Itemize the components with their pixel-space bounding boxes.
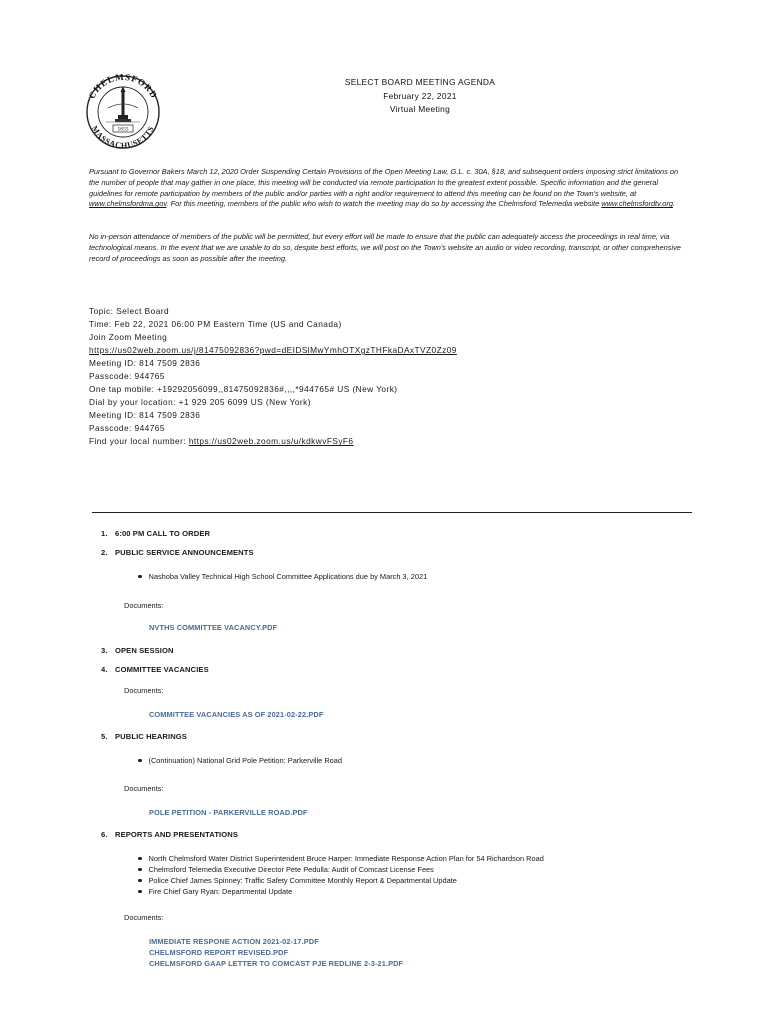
svg-text:1655: 1655	[117, 126, 129, 133]
zoom-local-number-link[interactable]: https://us02web.zoom.us/u/kdkwvFSyF6	[188, 436, 354, 447]
zoom-topic: Topic: Select Board	[89, 306, 170, 316]
zoom-one-tap: One tap mobile: +19292056099,,81475092836#,,,,*944765# US (New York)	[89, 384, 398, 395]
meeting-location: Virtual Meeting	[389, 104, 451, 114]
list-item: North Chelmsford Water District Superintendent Bruce Harper: Immediate Response Action Plan for 54 Richardson Road	[138, 854, 544, 863]
agenda-item-2: 2. PUBLIC SERVICE ANNOUNCEMENTS	[101, 548, 254, 557]
documents-label: Documents:	[124, 784, 164, 793]
zoom-passcode-2: Passcode: 944765	[89, 423, 165, 434]
svg-text:MASSACHUSETTS: MASSACHUSETTS	[89, 124, 157, 150]
town-website-link[interactable]: www.chelmsfordma.gov	[89, 199, 167, 209]
town-seal-logo	[80, 70, 166, 150]
document-link-nvths[interactable]: NVTHS COMMITTEE VACANCY.PDF	[149, 623, 278, 632]
zoom-meeting-id-2: Meeting ID: 814 7509 2836	[89, 410, 201, 421]
bullet-icon	[138, 868, 142, 872]
list-item: Chelmsford Telemedia Executive Director Pete Pedulla: Audit of Comcast License Fees	[138, 865, 434, 874]
telemedia-website-link[interactable]: www.chelmsfordtv.org	[601, 199, 673, 209]
bullet-icon	[138, 857, 142, 861]
documents-label: Documents:	[124, 686, 164, 695]
zoom-passcode: Passcode: 944765	[89, 371, 165, 382]
meeting-date: February 22, 2021	[383, 90, 457, 101]
documents-label: Documents:	[124, 913, 164, 922]
svg-text:CHELMSFORD: CHELMSFORD	[86, 71, 160, 101]
document-link-immediate-response[interactable]: IMMEDIATE RESPONE ACTION 2021-02-17.PDF	[149, 937, 319, 946]
zoom-meeting-link[interactable]: https://us02web.zoom.us/j/81475092836?pwd=dEIDSlMwYmhOTXgzTHFkaDAxTVZ0Zz09	[89, 345, 457, 356]
zoom-dial: Dial by your location: +1 929 205 6099 US (New York)	[89, 397, 311, 408]
bullet-icon	[138, 890, 142, 894]
bullet-icon	[138, 879, 142, 883]
zoom-details	[89, 305, 649, 449]
section-divider	[92, 512, 692, 513]
document-link-pole-petition[interactable]: POLE PETITION - PARKERVILLE ROAD.PDF	[149, 808, 308, 817]
notice-paragraph-remote: Pursuant to Governor Bakers March 12, 2020 Order Suspending Certain Provisions of the Open Meeting Law, G.L. c. 30A, §18, and subsequent orders imposing strict limitations on the number of people that may gather in one place, this meeting will be conducted via remote participation to the greatest extent possible. Specific information and the general guidelines for remote participation by members of the public and/or parties with a right and/or requirement to attend this meeting can be found on the Town's website, at www.chelmsfordma.gov. For this meeting, members of the public who wish to watch the meeting may do so by accessing the Chelmsford Telemedia website www.chelmsfordtv.org.	[89, 167, 679, 209]
zoom-find-local: Find your local number: https://us02web.zoom.us/u/kdkwvFSyF6	[89, 436, 354, 447]
bullet-icon	[138, 575, 142, 579]
agenda-item-5: 5. PUBLIC HEARINGS	[101, 732, 187, 741]
bullet-icon	[138, 759, 142, 763]
notice-paragraph-attendance: No in-person attendance of members of the public will be permitted, but every effort will be made to ensure that the public can adequately access the proceedings in real time, via technological means. In the event that we are unable to do so, despite best efforts, we will post on the Town's website an audio or video recording, transcript, or other comprehensive record of proceedings as soon as possible after the meeting.	[89, 232, 681, 263]
agenda-header	[300, 76, 540, 117]
document-link-gaap-letter[interactable]: CHELMSFORD GAAP LETTER TO COMCAST PJE REDLINE 2-3-21.PDF	[149, 959, 404, 968]
list-item: Police Chief James Spinney: Traffic Safety Committee Monthly Report & Departmental Update	[138, 876, 457, 885]
agenda-item-1: 1. 6:00 PM CALL TO ORDER	[101, 529, 211, 538]
document-link-chelmsford-report[interactable]: CHELMSFORD REPORT REVISED.PDF	[149, 948, 289, 957]
agenda-item-4: 4. COMMITTEE VACANCIES	[101, 665, 209, 674]
documents-label: Documents:	[124, 601, 164, 610]
zoom-time: Time: Feb 22, 2021 06:00 PM Eastern Time (US and Canada)	[89, 319, 342, 330]
zoom-meeting-id: Meeting ID: 814 7509 2836	[89, 358, 201, 369]
list-item: Fire Chief Gary Ryan: Departmental Update	[138, 887, 292, 896]
list-item: (Continuation) National Grid Pole Petition: Parkerville Road	[138, 756, 342, 765]
list-item: Nashoba Valley Technical High School Committee Applications due by March 3, 2021	[138, 572, 427, 581]
zoom-join-label: Join Zoom Meeting	[89, 332, 168, 343]
document-link-committee-vacancies[interactable]: COMMITTEE VACANCIES AS OF 2021-02-22.PDF	[149, 710, 324, 719]
agenda-title: SELECT BOARD MEETING AGENDA	[344, 77, 496, 87]
agenda-item-6: 6. REPORTS AND PRESENTATIONS	[101, 830, 239, 839]
agenda-item-3: 3. OPEN SESSION	[101, 646, 174, 655]
